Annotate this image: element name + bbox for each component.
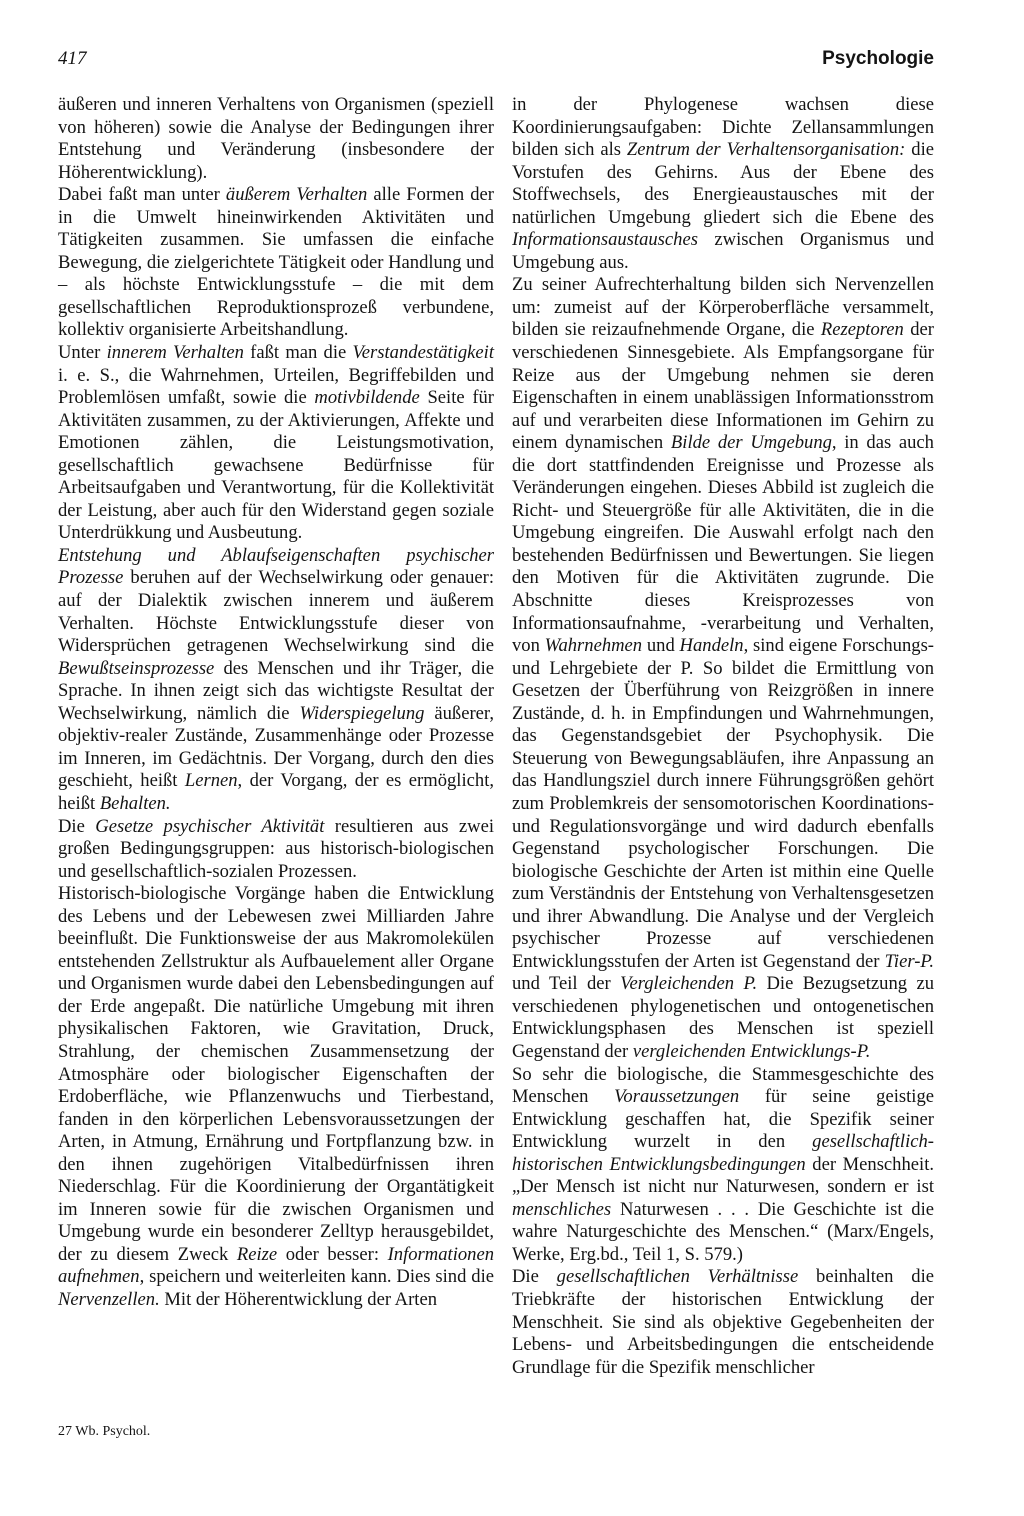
paragraph (58, 184, 494, 342)
text-run: Zu seiner Aufrechterhaltung bilden sich Nervenzellen um: zumeist auf der Körperoberfläche versammelt, bilden sie reizaufnehmende Organe, die (512, 274, 934, 341)
right-text-column (512, 94, 934, 1379)
section-title: Psychologie (822, 48, 934, 69)
text-run: Die Bezugsetzung zu verschiedenen phylogenetischen und ontogenetischen Entwicklungsphasen des Menschen ist speziell Gegenstand der (512, 973, 934, 1062)
text-run: Mit der Höherentwicklung der Arten (159, 1288, 437, 1310)
emphasized-term: Informationsaustausches (512, 229, 698, 251)
text-run: resultieren aus zwei großen Bedingungsgruppen: aus historisch-biologischen und gesellschaftlich-sozialen Prozessen. (58, 815, 494, 882)
paragraph (512, 1064, 934, 1267)
text-run: Historisch-biologische Vorgänge haben die Entwicklung des Lebens und der Lebewesen zwei Milliarden Jahre beeinflußt. Die Funktionsweise der aus Makromolekülen entstehenden Zellstruktur als Aufbauelement aller Organe und Organismen wurde dabei den Lebensbedingungen auf der Erde angepaßt. Die natürliche Umgebung mit ihren physikalischen Faktoren, wie Gravitation, Druck, Strahlung, der chemischen Zusammensetzung der Atmosphäre oder biologischer Eigenschaften der Erdoberfläche, wie Pflanzenwuchs und Tierbestand, fanden in den körperlichen Lebensvoraussetzungen der Arten, in Atmung, Ernährung und Fortpflanzung bzw. in den ihnen zugehörigen Vitalbedürfnissen ihren Niederschlag. Für die Koordinierung der Organtätigkeit im Inneren sowie für die zwischen Organismen und Umgebung wurde ein besonderer Zelltyp herausgebildet, der zu diesem Zweck (58, 883, 494, 1265)
emphasized-term: Bewußtseinsprozesse (58, 657, 215, 679)
emphasized-term: Lernen (184, 770, 238, 792)
text-run: des Menschen und ihr Träger, die Sprache. In ihnen zeigt sich das wichtigste Resultat der Wechselwirkung, nämlich die (58, 657, 494, 724)
emphasized-term: Widerspiegelung (299, 702, 425, 724)
text-run: in der Phylogenese wachsen diese Koordinierungsaufgaben: Dichte Zellansammlungen bilden sich als (512, 94, 934, 161)
paragraph (512, 274, 934, 1063)
emphasized-term: Rezeptoren (820, 319, 904, 341)
text-run: , in das auch die dort stattfindenden Ereignisse und Prozesse als Veränderungen eingehen. Dieses Abbild ist zugleich die Richt- und Steuergröße für alle Aktivitäten, die in die Umgebung eingreifen. Die Auswahl erfolgt nach den bestehenden Bedürfnissen und Bewertungen. Sie liegen den Motiven für die Aktivitäten zugrunde. Die Abschnitte dieses Kreisprozesses von Informationsaufnahme, -verarbeitung und Verhalten, von (512, 432, 934, 657)
emphasized-term: Nervenzellen. (58, 1288, 160, 1310)
text-run: i. e. S., die Wahrnehmen, Urteilen, Begriffebilden und Problemlösen umfaßt, sowie die (58, 364, 494, 409)
emphasized-term: gesellschaftlichen Verhältnisse (556, 1266, 799, 1288)
text-run: Naturwesen . . . Die Geschichte ist die wahre Naturgeschichte des Menschen.“ (Marx/Engels, Werke, Erg.bd., Teil 1, S. 579.) (512, 1198, 934, 1265)
emphasized-term: Voraussetzungen (614, 1086, 740, 1108)
paragraph (58, 94, 494, 184)
emphasized-term: Zentrum der Verhaltensorganisation: (626, 139, 906, 161)
text-run: beinhalten die Triebkräfte der historischen Entwicklung der Menschheit. Sie sind als objektive Gegebenheiten der Lebens- und Arbeitsbedingungen die entscheidende Grundlage für die Spezifik menschlicher (512, 1266, 934, 1378)
text-run: Unter (58, 342, 107, 364)
text-run: Die (512, 1266, 557, 1288)
sheet-signature: 27 Wb. Psychol. (58, 1424, 151, 1439)
text-run: äußeren und inneren Verhaltens von Organismen (speziell von höheren) sowie die Analyse der Bedingungen ihrer Entstehung und Veränderung (insbesondere der Höherentwicklung). (58, 94, 494, 183)
paragraph (58, 816, 494, 884)
paragraph (58, 545, 494, 816)
emphasized-term: Informationen aufnehmen (58, 1243, 494, 1288)
text-run: faßt man die (243, 342, 353, 364)
text-run: die Vorstufen des Gehirns. Aus der Ebene des Stoffwechsels, des Energieaustausches mit der natürlichen Umgebung gliedert sich die Ebene des (512, 139, 934, 228)
emphasized-term: Reize (236, 1243, 278, 1265)
text-run: Seite für Aktivitäten zusammen, zu der Aktivierungen, Affekte und Emotionen zählen, die Leistungsmotivation, gesellschaftlich gewachsene Bedürfnisse für Arbeitsaufgaben und Verantwortung, für die Kollektivität der Leistung, aber auch für den Widerstand gegen soziale Unterdrükkung und Ausbeutung. (58, 387, 494, 544)
emphasized-term: Behalten. (99, 792, 171, 814)
page-number: 417 (58, 48, 87, 69)
text-run: alle Formen der in die Umwelt hineinwirkenden Aktivitäten und Tätigkeiten zusammen. Sie umfassen die einfache Bewegung, die zielgerichtete Tätigkeit oder Handlung und – als höchste Entwicklungsstufe – die mit dem gesellschaftlichen Reproduktionsprozeß verbundene, kollektiv organisierte Arbeitshandlung. (58, 184, 494, 341)
emphasized-term: Wahrnehmen (544, 635, 643, 657)
emphasized-term: menschliches (512, 1198, 612, 1220)
text-run: und Teil der (512, 973, 621, 995)
emphasized-term: innerem Verhalten (106, 342, 244, 364)
text-run: Die (58, 815, 96, 837)
text-run: , der Vorgang, der es ermöglicht, heißt (58, 770, 495, 814)
text-run: der verschiedenen Sinnesgebiete. Als Empfangsorgane für Reize aus der Umgebung nehmen sie deren Eigenschaften in einem unablässigen Informationsstrom auf und verarbeiten diese Informationen im Gehirn zu einem dynamischen (512, 319, 934, 454)
emphasized-term: motivbildende (314, 387, 420, 409)
paragraph (512, 94, 934, 274)
emphasized-term: Bilde der Umgebung (670, 432, 832, 454)
text-run: , sind eigene Forschungs- und Lehrgebiete der P. So bildet die Ermittlung von Gesetzen der Überführung von Reizgrößen in innere Zustände, d. h. in Empfindungen und Wahrnehmungen, das Gegenstandsgebiet der Psychophysik. Die Steuerung von Bewegungsabläufen, ihre Anpassung an das Handlungsziel durch innere Führungsgrößen gehört zum Problemkreis der sensomotorischen Koordinations- und Regulationsvorgänge und wird dadurch ebenfalls Gegenstand psychologischer Forschungen. Die biologische Geschichte der Arten ist mithin eine Quelle zum Verständnis der Entstehung von Verhaltensgesetzen und ihrer Abwandlung. Die Analyse und der Vergleich psychischer Prozesse auf verschiedenen Entwicklungsstufen der Arten ist Gegenstand der (512, 635, 935, 972)
text-run: oder besser: (277, 1243, 388, 1265)
text-run: So sehr die biologische, die Stammesgeschichte des Menschen (512, 1063, 934, 1108)
text-run: , speichern und weiterleiten kann. Dies sind die (139, 1266, 494, 1288)
emphasized-term: Gesetze psychischer Aktivität (95, 815, 325, 837)
emphasized-term: Tier-P. (884, 950, 934, 972)
text-run: beruhen auf der Wechselwirkung oder genauer: auf der Dialektik zwischen innerem und äußerem Verhalten. Höchste Entwicklungsstufe dieser von Widersprüchen getragenen Wechselwirkung sind die (58, 567, 494, 657)
emphasized-term: Vergleichenden P. (620, 973, 758, 995)
emphasized-term: Handeln (679, 635, 744, 657)
text-run: äußerer, objektiv-realer Zustände, Zusammenhänge oder Prozesse im Inneren, im Gedächtnis. Der Vorgang, durch den dies geschieht, heißt (58, 702, 494, 792)
emphasized-term: gesellschaftlich-historischen Entwicklungsbedingungen (512, 1131, 934, 1175)
text-run: zwischen Organismus und Umgebung aus. (512, 229, 934, 273)
text-run: der Menschheit. „Der Mensch ist nicht nur Naturwesen, sondern er ist (512, 1153, 935, 1198)
text-run: für seine geistige Entwicklung geschaffen hat, die Spezifik seiner Entwicklung wurzelt in den (512, 1086, 934, 1153)
paragraph (58, 883, 494, 1311)
paragraph (512, 1266, 934, 1379)
emphasized-term: Verstandestätigkeit (352, 342, 494, 364)
left-text-column (58, 94, 494, 1312)
text-run: Dabei faßt man unter (58, 184, 226, 206)
text-run: und (642, 635, 680, 657)
emphasized-term: äußerem Verhalten (225, 184, 368, 206)
paragraph (58, 342, 494, 545)
emphasized-term: Entstehung und Ablaufseigenschaften psychischer Prozesse (58, 544, 494, 589)
emphasized-term: vergleichenden Entwicklungs-P. (632, 1040, 871, 1062)
